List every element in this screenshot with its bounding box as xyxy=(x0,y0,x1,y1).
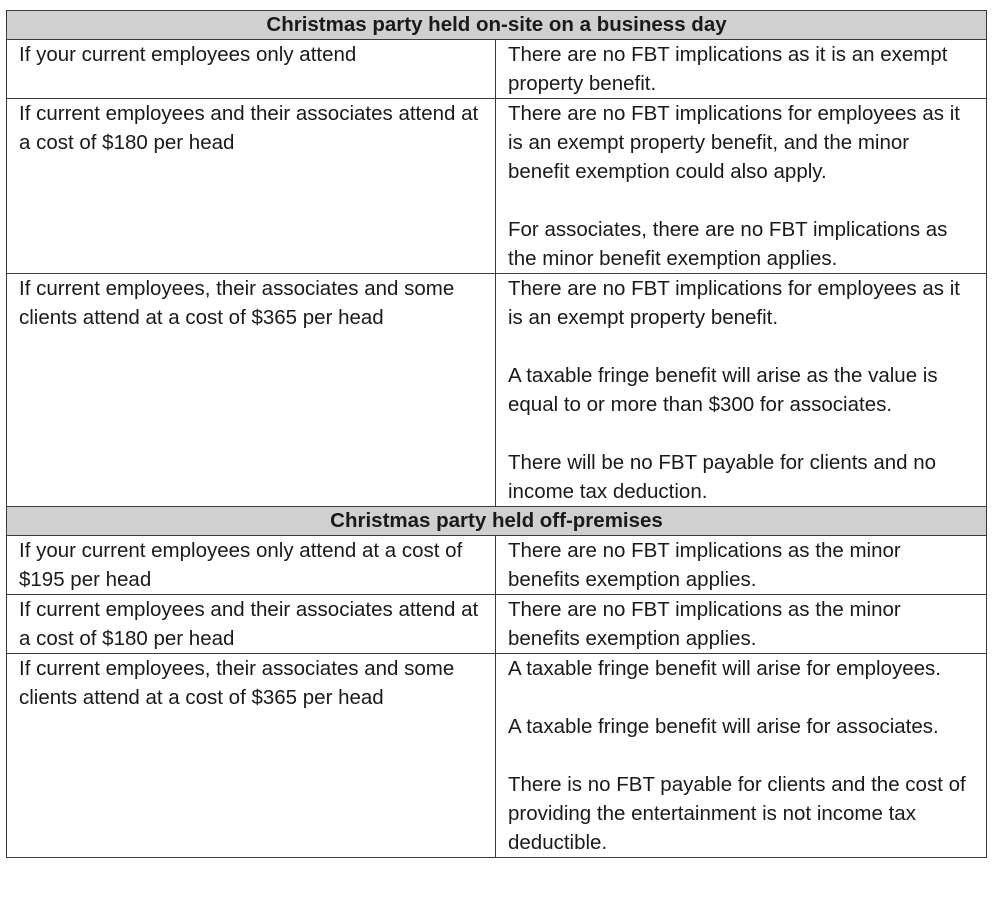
scenario-text: If your current employees only attend at a cost of $195 per head xyxy=(19,539,463,591)
section-header-row xyxy=(7,507,987,536)
table-row xyxy=(7,40,987,99)
section-heading-offpremises: Christmas party held off-premises xyxy=(7,507,987,536)
outcome-text: There are no FBT implications as it is an exempt property benefit. xyxy=(508,43,948,95)
table-row xyxy=(7,99,987,274)
outcome-cell xyxy=(496,595,987,654)
table-row xyxy=(7,536,987,595)
outcome-cell xyxy=(496,40,987,99)
table-row xyxy=(7,595,987,654)
scenario-text: If current employees and their associates attend at a cost of $180 per head xyxy=(19,102,479,154)
fbt-christmas-party-table xyxy=(6,10,987,858)
scenario-cell xyxy=(7,99,496,274)
outcome-text: A taxable fringe benefit will arise for employees. xyxy=(508,657,942,680)
outcome-text: There are no FBT implications as the minor benefits exemption applies. xyxy=(508,598,901,650)
scenario-text: If current employees, their associates and some clients attend at a cost of $365 per head xyxy=(19,657,455,709)
outcome-text: There is no FBT payable for clients and the cost of providing the entertainment is not income tax deductible. xyxy=(508,773,966,854)
outcome-cell xyxy=(496,536,987,595)
scenario-text: If your current employees only attend xyxy=(19,43,357,66)
scenario-cell xyxy=(7,274,496,507)
outcome-text: There are no FBT implications as the minor benefits exemption applies. xyxy=(508,539,901,591)
outcome-cell xyxy=(496,99,987,274)
scenario-cell xyxy=(7,40,496,99)
scenario-cell xyxy=(7,595,496,654)
table-row xyxy=(7,274,987,507)
outcome-text: There are no FBT implications for employees as it is an exempt property benefit. xyxy=(508,277,960,329)
scenario-text: If current employees and their associates attend at a cost of $180 per head xyxy=(19,598,479,650)
scenario-cell xyxy=(7,654,496,858)
outcome-text: There will be no FBT payable for clients and no income tax deduction. xyxy=(508,451,937,503)
outcome-text: For associates, there are no FBT implications as the minor benefit exemption applies. xyxy=(508,218,948,270)
outcome-text: A taxable fringe benefit will arise for associates. xyxy=(508,715,939,738)
outcome-cell xyxy=(496,654,987,858)
scenario-cell xyxy=(7,536,496,595)
outcome-text: A taxable fringe benefit will arise as the value is equal to or more than $300 for associates. xyxy=(508,364,938,416)
section-header-row xyxy=(7,11,987,40)
outcome-cell xyxy=(496,274,987,507)
outcome-text: There are no FBT implications for employees as it is an exempt property benefit, and the minor benefit exemption could also apply. xyxy=(508,102,960,183)
section-heading-onsite: Christmas party held on-site on a business day xyxy=(7,11,987,40)
table-row xyxy=(7,654,987,858)
scenario-text: If current employees, their associates and some clients attend at a cost of $365 per head xyxy=(19,277,455,329)
